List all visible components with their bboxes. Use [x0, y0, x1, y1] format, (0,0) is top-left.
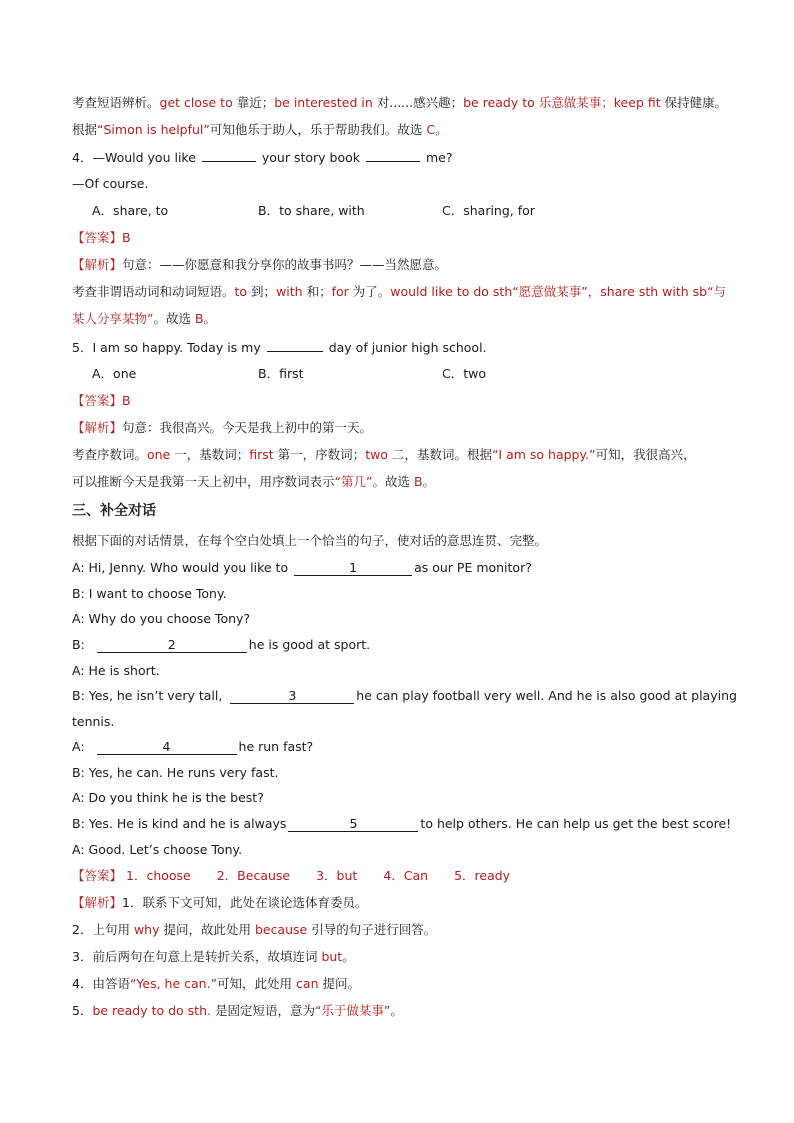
q5-analysis-1: 【解析】句意：我很高兴。今天是我上初中的第一天。 — [72, 420, 373, 435]
option-c: C．sharing, for — [442, 203, 535, 218]
blank-3: 3 — [230, 689, 354, 704]
text-run: 是固定短语，意为 — [210, 1003, 315, 1018]
text-run: 第一，序数词； — [273, 447, 366, 462]
text-run: B — [194, 311, 204, 326]
text-run: to — [234, 284, 248, 299]
text-run: be ready to do sth. — [92, 1003, 211, 1018]
q4-analysis-2 — [72, 283, 726, 301]
text-run: 可知，此处用 — [217, 976, 297, 991]
blank-2: 2 — [97, 638, 247, 653]
dialogue-line-3: A: Why do you choose Tony? — [72, 611, 251, 626]
text-run: 。 — [435, 122, 448, 137]
text-run: “Yes, he can.” — [129, 976, 218, 991]
text-run: “I am so happy.” — [491, 447, 596, 462]
text-run: “愿意做某事”， — [512, 284, 601, 299]
text-run: 2．上句用 — [72, 922, 134, 937]
blank-4: 4 — [97, 740, 237, 755]
q4-analysis-3 — [72, 310, 216, 328]
section3-answer: 【答案】 1．choose 2．Because 3．but 4．Can 5．ready — [72, 868, 511, 883]
dialogue-line-6: B: Yes, he isn’t very tall, 3 he can play football very well. And he is also good at playing — [72, 688, 737, 703]
text-run: 可知，我很高兴， — [595, 447, 696, 462]
dialogue-line-10: B: Yes. He is kind and he is always 5 to help others. He can help us get the best score! — [72, 816, 732, 831]
answer-blank — [267, 338, 323, 352]
text-run: 1．联系下文可知，此处在谈论选体育委员。 — [122, 895, 368, 910]
option-b: B．first — [258, 366, 304, 381]
text-run: 。 — [422, 474, 436, 489]
text-run: one — [147, 447, 171, 462]
text-run: 对......感兴趣； — [372, 95, 464, 110]
text-run: two — [365, 447, 388, 462]
dialogue-line-7: A: 4 he run fast? — [72, 739, 314, 754]
section3-analysis-5 — [72, 1002, 403, 1020]
text-run: share sth with sb — [600, 284, 708, 299]
text-run: 引导的句子进行回答。 — [307, 922, 437, 937]
text-run: would like to do sth — [390, 284, 513, 299]
text-run: 某人分享某物” — [72, 311, 154, 326]
text-run: 提问，故此处用 — [159, 922, 255, 937]
text-run: get close to — [159, 95, 233, 110]
dialogue-line-4: B: 2 he is good at sport. — [72, 637, 371, 652]
section3-analysis-2 — [72, 921, 436, 939]
option-a: A．one — [92, 366, 137, 381]
text-run: B — [413, 474, 423, 489]
section-instruction: 根据下面的对话情景，在每个空白处填上一个恰当的句子，使对话的意思连贯、完整。 — [72, 533, 548, 548]
answer-item: 1．choose — [126, 868, 191, 883]
text-run: 。 — [203, 311, 217, 326]
section3-analysis-1: 【解析】1．联系下文可知，此处在谈论选体育委员。 — [72, 895, 368, 910]
section3-analysis-3 — [72, 948, 355, 966]
q3-analysis-line-2 — [72, 121, 448, 139]
text-run: 可知他乐于助人，乐于帮助我们。故选 — [209, 122, 427, 137]
dialogue-line-5: A: He is short. — [72, 663, 160, 678]
text-run: 3．前后两句在句意上是转折关系，故填连词 — [72, 949, 322, 964]
text-run: 靠近； — [232, 95, 275, 110]
text-run: 4．由答语 — [72, 976, 130, 991]
text-run: 。故选 — [153, 311, 195, 326]
text-run: 考查序数词。 — [72, 447, 148, 462]
text-run: 可以推断今天是我第一天上初中，用序数词表示 — [72, 474, 335, 489]
question-number: 4． — [72, 150, 93, 165]
text-run: but — [321, 949, 343, 964]
answer-item: 2．Because — [216, 868, 291, 883]
answer-blank — [202, 148, 256, 162]
text-run: 和； — [302, 284, 332, 299]
dialogue-line-1: A: Hi, Jenny. Who would you like to 1 as our PE monitor? — [72, 560, 532, 575]
text-run: “与 — [707, 284, 727, 299]
q4-answer: 【答案】B — [72, 230, 131, 245]
question-number: 5． — [72, 340, 93, 355]
dialogue-line-11: A: Good. Let’s choose Tony. — [72, 842, 243, 857]
option-a: A．share, to — [92, 203, 169, 218]
text-run: 。 — [390, 1003, 403, 1018]
text-run: because — [254, 922, 308, 937]
q4-stem: 4．—Would you like your story book me? — [72, 150, 453, 165]
text-run: 乐意做某事； — [534, 95, 614, 110]
text-run: why — [133, 922, 160, 937]
dialogue-line-9: A: Do you think he is the best? — [72, 790, 264, 805]
text-run: first — [249, 447, 274, 462]
section3-analysis-4 — [72, 975, 360, 993]
text-run: 到； — [247, 284, 277, 299]
text-run: be ready to — [463, 95, 535, 110]
text-run: 。 — [342, 949, 355, 964]
dialogue-line-8: B: Yes, he can. He runs very fast. — [72, 765, 279, 780]
q4-reply: —Of course. — [72, 176, 149, 191]
q3-analysis-line-1 — [72, 94, 727, 112]
option-b: B．to share, with — [258, 203, 365, 218]
text-run: “第几” — [334, 474, 373, 489]
blank-1: 1 — [294, 561, 412, 576]
section-heading: 三、补全对话 — [72, 503, 156, 519]
text-run: 为了。 — [348, 284, 391, 299]
text-run: keep fit — [613, 95, 661, 110]
answer-item: 5．ready — [454, 868, 511, 883]
text-run: can — [296, 976, 319, 991]
dialogue-line-6-cont: tennis. — [72, 714, 115, 729]
q5-stem: 5．I am so happy. Today is my day of junior high school. — [72, 340, 487, 355]
text-run: “乐于做某事” — [314, 1003, 391, 1018]
text-run: 二，基数词。根据 — [387, 447, 492, 462]
text-run: “Simon is helpful” — [97, 122, 210, 137]
text-run: be interested in — [274, 95, 373, 110]
text-run: 一，基数词； — [170, 447, 250, 462]
option-c: C．two — [442, 366, 487, 381]
text-run: with — [276, 284, 303, 299]
text-run: 考查非谓语动词和动词短语。 — [72, 284, 235, 299]
q5-analysis-2 — [72, 446, 696, 464]
text-run: 提问。 — [318, 976, 360, 991]
text-run: 保持健康。 — [660, 95, 728, 110]
answer-item: 4．Can — [383, 868, 429, 883]
text-run: 根据 — [72, 122, 98, 137]
q5-analysis-3 — [72, 473, 435, 491]
blank-5: 5 — [288, 817, 418, 832]
text-run: 。故选 — [372, 474, 414, 489]
q4-analysis-1: 【解析】句意：——你愿意和我分享你的故事书吗？——当然愿意。 — [72, 257, 448, 272]
text-run: 考查短语辨析。 — [72, 95, 160, 110]
text-run: C — [426, 122, 436, 137]
q5-answer: 【答案】B — [72, 393, 131, 408]
text-run: 5． — [72, 1003, 93, 1018]
answer-blank — [366, 148, 420, 162]
dialogue-line-2: B: I want to choose Tony. — [72, 586, 227, 601]
text-run: for — [331, 284, 349, 299]
answer-item: 3．but — [316, 868, 358, 883]
